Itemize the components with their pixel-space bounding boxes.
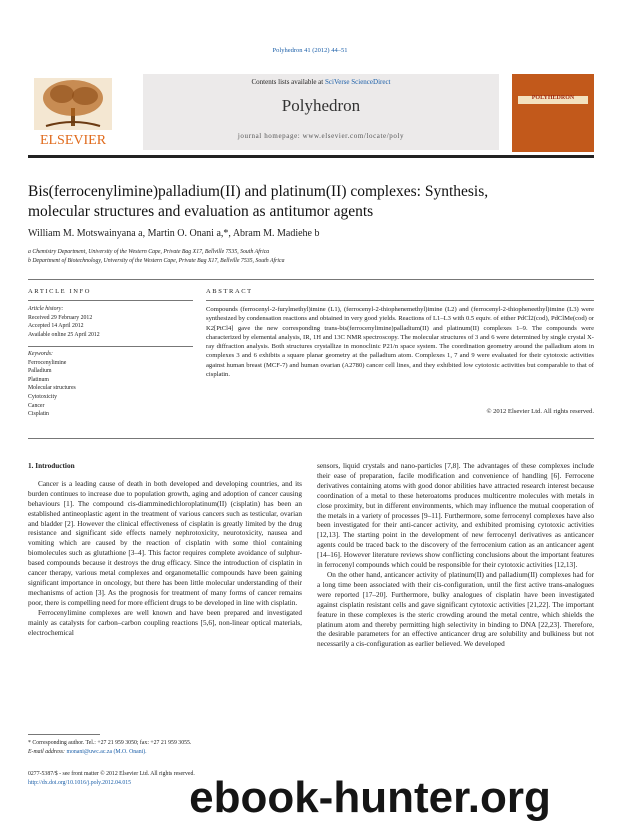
journal-title: Polyhedron — [281, 96, 361, 115]
watermark — [140, 770, 600, 822]
abstract-text: Compounds (ferrocenyl-2-furylmethyl)imine (L1), (ferrocenyl-2-thiophenemethyl)imine (L2) and (ferrocenyl-2-thiopheneethyl)imine (L3) were synthesized by condensation reactions and obtained in very good yields. Reactions of L1–L3 with 0.5 equiv. of either PdCl2(cod), PdClMe(cod) or K2[PtCl4] gave the new corresponding trans-bis(ferrocenylimine)palladium(II) and platinum(II) complexes 1–9. The compounds were characterized by elemental analysis, IR, 1H and 13C NMR spectroscopy. The molecular structures of 3 and 6 were determined by single crystal X-ray diffraction analysis. Both structures crystallize in monoclinic P21/n space system. The coordination geometry around the palladium atom in complexes 3 and 6 exhibits a square planar geometry at the palladium atom. Complexes 1, 7 and 9 were evaluated for their cytotoxic activities against human breast (MCF-7) and human ovarian (A2780) cancer cell lines, and they exhibited low cytotoxic activities but comparable to that of cisplatin. — [206, 306, 594, 379]
keyword: Molecular structures — [28, 385, 76, 392]
contents-prefix: Contents lists available at — [251, 78, 325, 86]
keywords-label: Keywords: — [28, 351, 53, 357]
abstract-heading: ABSTRACT — [206, 288, 253, 295]
cover-title: POLYHEDRON — [531, 95, 575, 101]
elsevier-logo — [28, 74, 118, 150]
keyword: Ferrocenylimine — [28, 359, 67, 366]
body-right-column — [317, 462, 594, 650]
watermark-label: ebook-hunter.org — [189, 773, 551, 822]
journal-citation[interactable]: Polyhedron 41 (2012) 44–51 — [272, 47, 348, 54]
article-info-heading: ARTICLE INFO — [28, 288, 92, 295]
header-rule — [28, 155, 594, 158]
body-left-column — [28, 462, 302, 638]
doi-link[interactable]: http://dx.doi.org/10.1016/j.poly.2012.04.015 — [28, 780, 132, 786]
history-label: Article history: — [28, 306, 64, 312]
keywords-block — [28, 350, 76, 419]
body-paragraph: On the other hand, anticancer activity of platinum(II) and palladium(II) complexes had for a long time been associated with their cis-configuration, until the first active trans-analogues were reported [17–20]. Furthermore, bulky analogues of cisplatin have been investigated against cisplatin resistant cells and gave significant cytotoxic activities [21,22]. The important feature in these complexes is the steric crowding around the metal centre, which shields the platinum atom and thereby permitting high selectivity in binding to DNA [22,23]. Therefore, the desirable parameters for an effective anticancer drug are solubility and bulkiness but not necessarily a cis-configuration as earlier believed. We developed — [317, 570, 594, 649]
introduction-heading: 1. Introduction — [28, 462, 75, 470]
sciencedirect-link[interactable]: SciVerse ScienceDirect — [325, 78, 391, 86]
email-link[interactable]: monani@uwc.ac.za (M.O. Onani). — [66, 749, 147, 755]
article-title-line-1: Bis(ferrocenylimine)palladium(II) and platinum(II) complexes: Synthesis, — [28, 183, 489, 200]
doi-line — [28, 779, 131, 787]
keyword: Palladium — [28, 368, 52, 375]
article-title — [28, 182, 594, 221]
keyword: Platinum — [28, 376, 49, 383]
history-online: Available online 25 April 2012 — [28, 331, 100, 338]
abstract-copyright: © 2012 Elsevier Ltd. All rights reserved. — [486, 408, 594, 415]
section-rule — [28, 279, 594, 280]
keyword: Cisplatin — [28, 411, 49, 418]
email-note — [28, 748, 147, 756]
body-paragraph: Ferrocenylimine complexes are well known and have been prepared and investigated mainly as catalysts for carbon–carbon coupling reactions [5,6], non-linear optical materials, electrochemical — [28, 608, 302, 637]
elsevier-tree-icon — [28, 74, 118, 150]
watermark-text-graphic — [140, 770, 600, 822]
body-rule — [28, 438, 594, 439]
history-accepted: Accepted 14 April 2012 — [28, 323, 84, 330]
affiliation-b: b Department of Biotechnology, University of the Western Cape, Private Bag X17, Bellville 7535, South Africa — [28, 258, 285, 264]
issn-line: 0277-5387/$ - see front matter © 2012 Elsevier Ltd. All rights reserved. — [28, 771, 195, 777]
email-label: E-mail address: — [28, 749, 67, 755]
keyword: Cytotoxicity — [28, 393, 57, 400]
corresponding-author-note: * Corresponding author. Tel.: +27 21 959 3050; fax: +27 21 959 3055. — [28, 740, 192, 746]
article-title-line-2: molecular structures and evaluation as antitumor agents — [28, 202, 374, 220]
abstract-rule — [206, 300, 594, 301]
keywords-rule — [28, 346, 193, 347]
keyword: Cancer — [28, 402, 45, 409]
contents-line — [143, 78, 499, 86]
footnote-rule — [28, 734, 100, 735]
elsevier-wordmark: ELSEVIER — [39, 133, 107, 148]
history-received: Received 29 February 2012 — [28, 314, 93, 321]
article-history — [28, 305, 100, 339]
affiliation-a: a Chemistry Department, University of the Western Cape, Private Bag X17, Bellville 7535, South Africa — [28, 249, 270, 255]
journal-homepage[interactable]: journal homepage: www.elsevier.com/locate/poly — [237, 132, 405, 140]
body-paragraph: sensors, liquid crystals and nano-particles [7,8]. The advantages of these complexes include their ease of preparation, facile modification and convenience of handling [6]. Ferrocene derivatives containing atoms with good donor abilities have attracted research interest because coordination of a metal to these heteroatoms produces multicentre molecules with metals in close proximity, but in different environments, which may influence the mutual cooperation of the metals in a variety of processes [9–11]. Furthermore, some ferrocenyl complexes have also been investigated for their anti-cancer activity, and exhibited promising cytotoxic activities [12,13]. The starting point in the development of new ferrocenyl derivatives as anticancer agents could be traced back to the discovery of the ferrocenium cation as an anticancer agent [14–16]. However literature reviews show conflicting conclusions about the important features in ferrocenyl compounds which could be responsible for their cytotoxic activities [12,13]. — [317, 462, 594, 570]
body-paragraph: Cancer is a leading cause of death in both developed and developing countries, and its burden continues to increase due to population growth, aging and adoption of cancer causing behaviours [1]. The compound cis-diamminedichloroplatinum(II) (cisplatin) has been an established antineoplastic agent in the treatment of various cancers such as testicular, ovarian and bladder [2]. However the clinical effectiveness of cisplatin is greatly limited by the drug resistance and significant side effects namely nephrotoxicity, neurotoxicity, nausea and vomiting which are caused by the reaction of cisplatin with some thiol containing biomolecules such as glutathione [3–4]. This factor requires complete avoidance of sulphur-based compounds because it destroys the drug efficacy. Since the introduction of cisplatin in cancer therapy, various metal complexes and organometallic compounds have been gaining significant importance in oncology, but there has been little molecular understanding of their mechanisms of action [3]. As the prognosis for treatment of many forms of cancer remains poor, there is compelling need for more efficient drugs to be developed in line with cisplatin. — [28, 479, 302, 607]
journal-cover-thumbnail — [512, 74, 594, 152]
article-info-rule — [28, 300, 193, 301]
author-list: William M. Motswainyana a, Martin O. Onani a,*, Abram M. Madiehe b — [28, 228, 320, 239]
